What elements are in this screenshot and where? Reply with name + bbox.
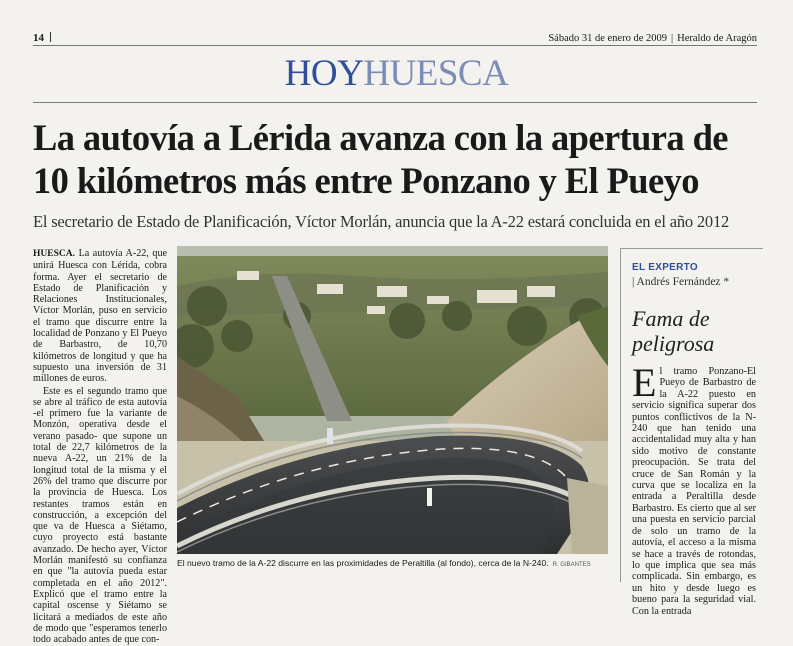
expert-author: | Andrés Fernández * <box>632 276 730 288</box>
subheadline: El secretario de Estado de Planificación, Víctor Morlán, anuncia que la A-22 estará concluida en el año 2012 <box>33 212 730 231</box>
publication-name: Heraldo de Aragón <box>677 33 757 44</box>
header-rule <box>33 45 757 46</box>
section-title <box>0 54 793 94</box>
expert-kicker: EL EXPERTO <box>632 262 698 273</box>
section-title-hoy: HOY <box>284 53 364 94</box>
headline-line-2: 10 kilómetros más entre Ponzano y El Pueyo <box>33 160 699 201</box>
photo-caption <box>177 558 608 568</box>
caption-text: El nuevo tramo de la A-22 discurre en las proximidades de Peraltilla (al fondo), cerca de la N-240. <box>177 558 549 568</box>
section-rule <box>33 102 757 103</box>
page-header-info: Sábado 31 de enero de 2009 | Heraldo de Aragón <box>548 33 757 44</box>
article-body <box>33 248 167 646</box>
highway-photo <box>177 246 608 554</box>
headline <box>33 116 753 202</box>
paragraph-1 <box>33 248 167 385</box>
section-title-place: HUESCA <box>363 53 509 94</box>
page-number: 14 <box>33 32 51 44</box>
paragraph-1-text: La autovía A-22, que unirá Huesca con Lérida, cobra forma. Ayer el secretario de Estado de Planificación y Relaciones Institucionales, Víctor Morlán, puso en servicio el tramo que discurre entre la localidad de Ponzano y El Pueyo de Barbastro, de 10,70 kilómetros de longitud y que ha supuesto una inversión de 31 millones de euros. <box>33 248 167 385</box>
expert-body: l tramo Ponzano-El Pueyo de Barbastro de la A-22 puesto en servicio significa superar dos puntos conflictivos de la N-240 que han tenido una accidentalidad muy alta y han sido motivo de constante preocupación. Se trata del cruce de San Román y la curva que se localiza en la entrada a Peraltilla desde Barbastro. Es cierto que al ser una puesta en servicio parcial de solo un tramo de la autovía, el acceso a la misma se hace a través de rotondas, lo que implica que sea más complicada. Sin embargo, es un hito y desde luego es bueno para la seguridad vial. Con la entrada <box>632 366 756 617</box>
photo-credit: R. GIBANTES <box>552 562 591 568</box>
expert-author-name: Andrés Fernández * <box>636 276 730 288</box>
expert-title-line-2: peligrosa <box>632 331 715 356</box>
expert-title-line-1: Fama de <box>632 306 710 331</box>
issue-date: Sábado 31 de enero de 2009 <box>548 33 667 44</box>
headline-line-1: La autovía a Lérida avanza con la apertura de <box>33 117 728 158</box>
expert-title <box>632 306 714 356</box>
dateline: HUESCA. <box>33 249 75 259</box>
expert-column-text <box>632 360 756 617</box>
drop-cap: E <box>632 360 657 405</box>
paragraph-2: Este es el segundo tramo que se abre al tráfico de esta autovía -el primero fue la variante de Monzón, operativa desde el verano pasado- que supone un total de 22,7 kilómetros de la nueva A-22, un 21% de la longitud total de la misma y el 26% del tramo que discurre por la provincia de Huesca. Los restantes tramos están en construcción, a excepción del que va de Huesca a Siétamo, cuyo proyecto está bastante avanzado. De hecho ayer, Víctor Morlán manifestó su confianza en que "la autovía pueda estar completada en el año 2012". Explicó que el tramo entre la capital oscense y Siétamo se licitará a mediados de este año de modo que "esperamos tenerlo todo acabado antes de que con- <box>33 385 167 646</box>
